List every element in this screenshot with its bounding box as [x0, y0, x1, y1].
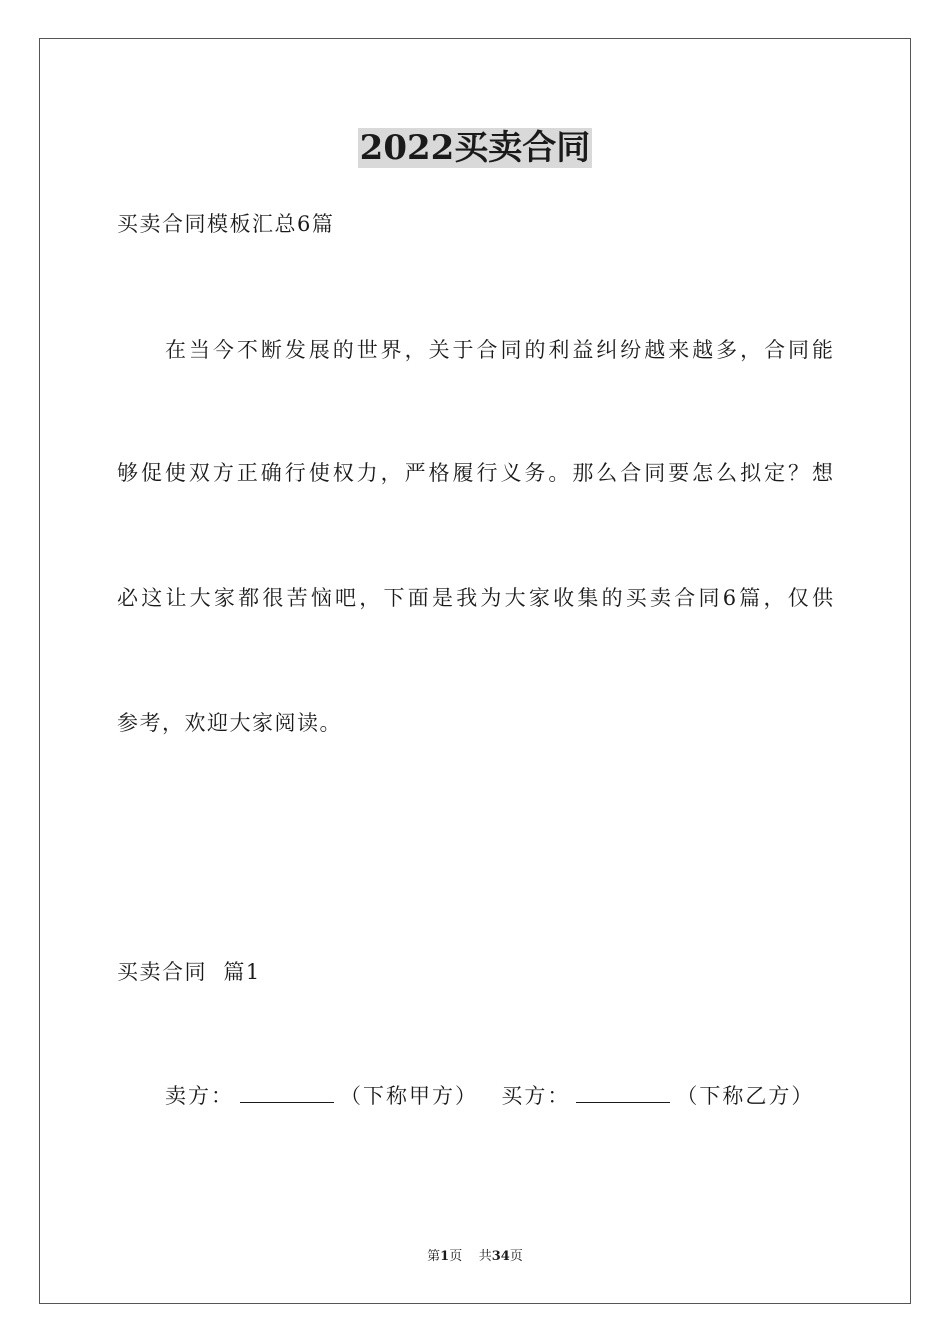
seller-name-blank	[240, 1084, 334, 1103]
document-subtitle: 买卖合同模板汇总6篇	[117, 212, 335, 236]
footer-total-prefix: 共	[478, 1249, 492, 1264]
seller-suffix: （下称甲方）	[340, 1084, 478, 1108]
parties-line	[165, 1081, 814, 1111]
document-title-text: 2022买卖合同	[359, 128, 591, 168]
footer-page-suffix: 页	[449, 1249, 463, 1264]
intro-paragraph-line-2: 够促使双方正确行使权力，严格履行义务。那么合同要怎么拟定？想	[117, 461, 833, 485]
section-heading: 买卖合同 篇1	[117, 960, 261, 984]
seller-label: 卖方：	[165, 1084, 234, 1108]
document-title	[0, 124, 950, 172]
intro-paragraph-line-3: 必这让大家都很苦恼吧，下面是我为大家收集的买卖合同6篇，仅供	[117, 586, 833, 610]
footer-total-suffix: 页	[509, 1249, 523, 1264]
footer-page-number: 1	[440, 1249, 450, 1264]
buyer-suffix: （下称乙方）	[676, 1084, 815, 1108]
footer-page-prefix: 第	[427, 1249, 441, 1264]
intro-paragraph-line-1: 在当今不断发展的世界，关于合同的利益纠纷越来越多，合同能	[165, 338, 833, 362]
buyer-name-blank	[576, 1084, 670, 1103]
buyer-label: 买方：	[501, 1084, 571, 1108]
intro-paragraph-line-4: 参考，欢迎大家阅读。	[117, 711, 342, 735]
footer-total-pages: 34	[491, 1249, 510, 1264]
page-footer	[0, 1247, 950, 1267]
